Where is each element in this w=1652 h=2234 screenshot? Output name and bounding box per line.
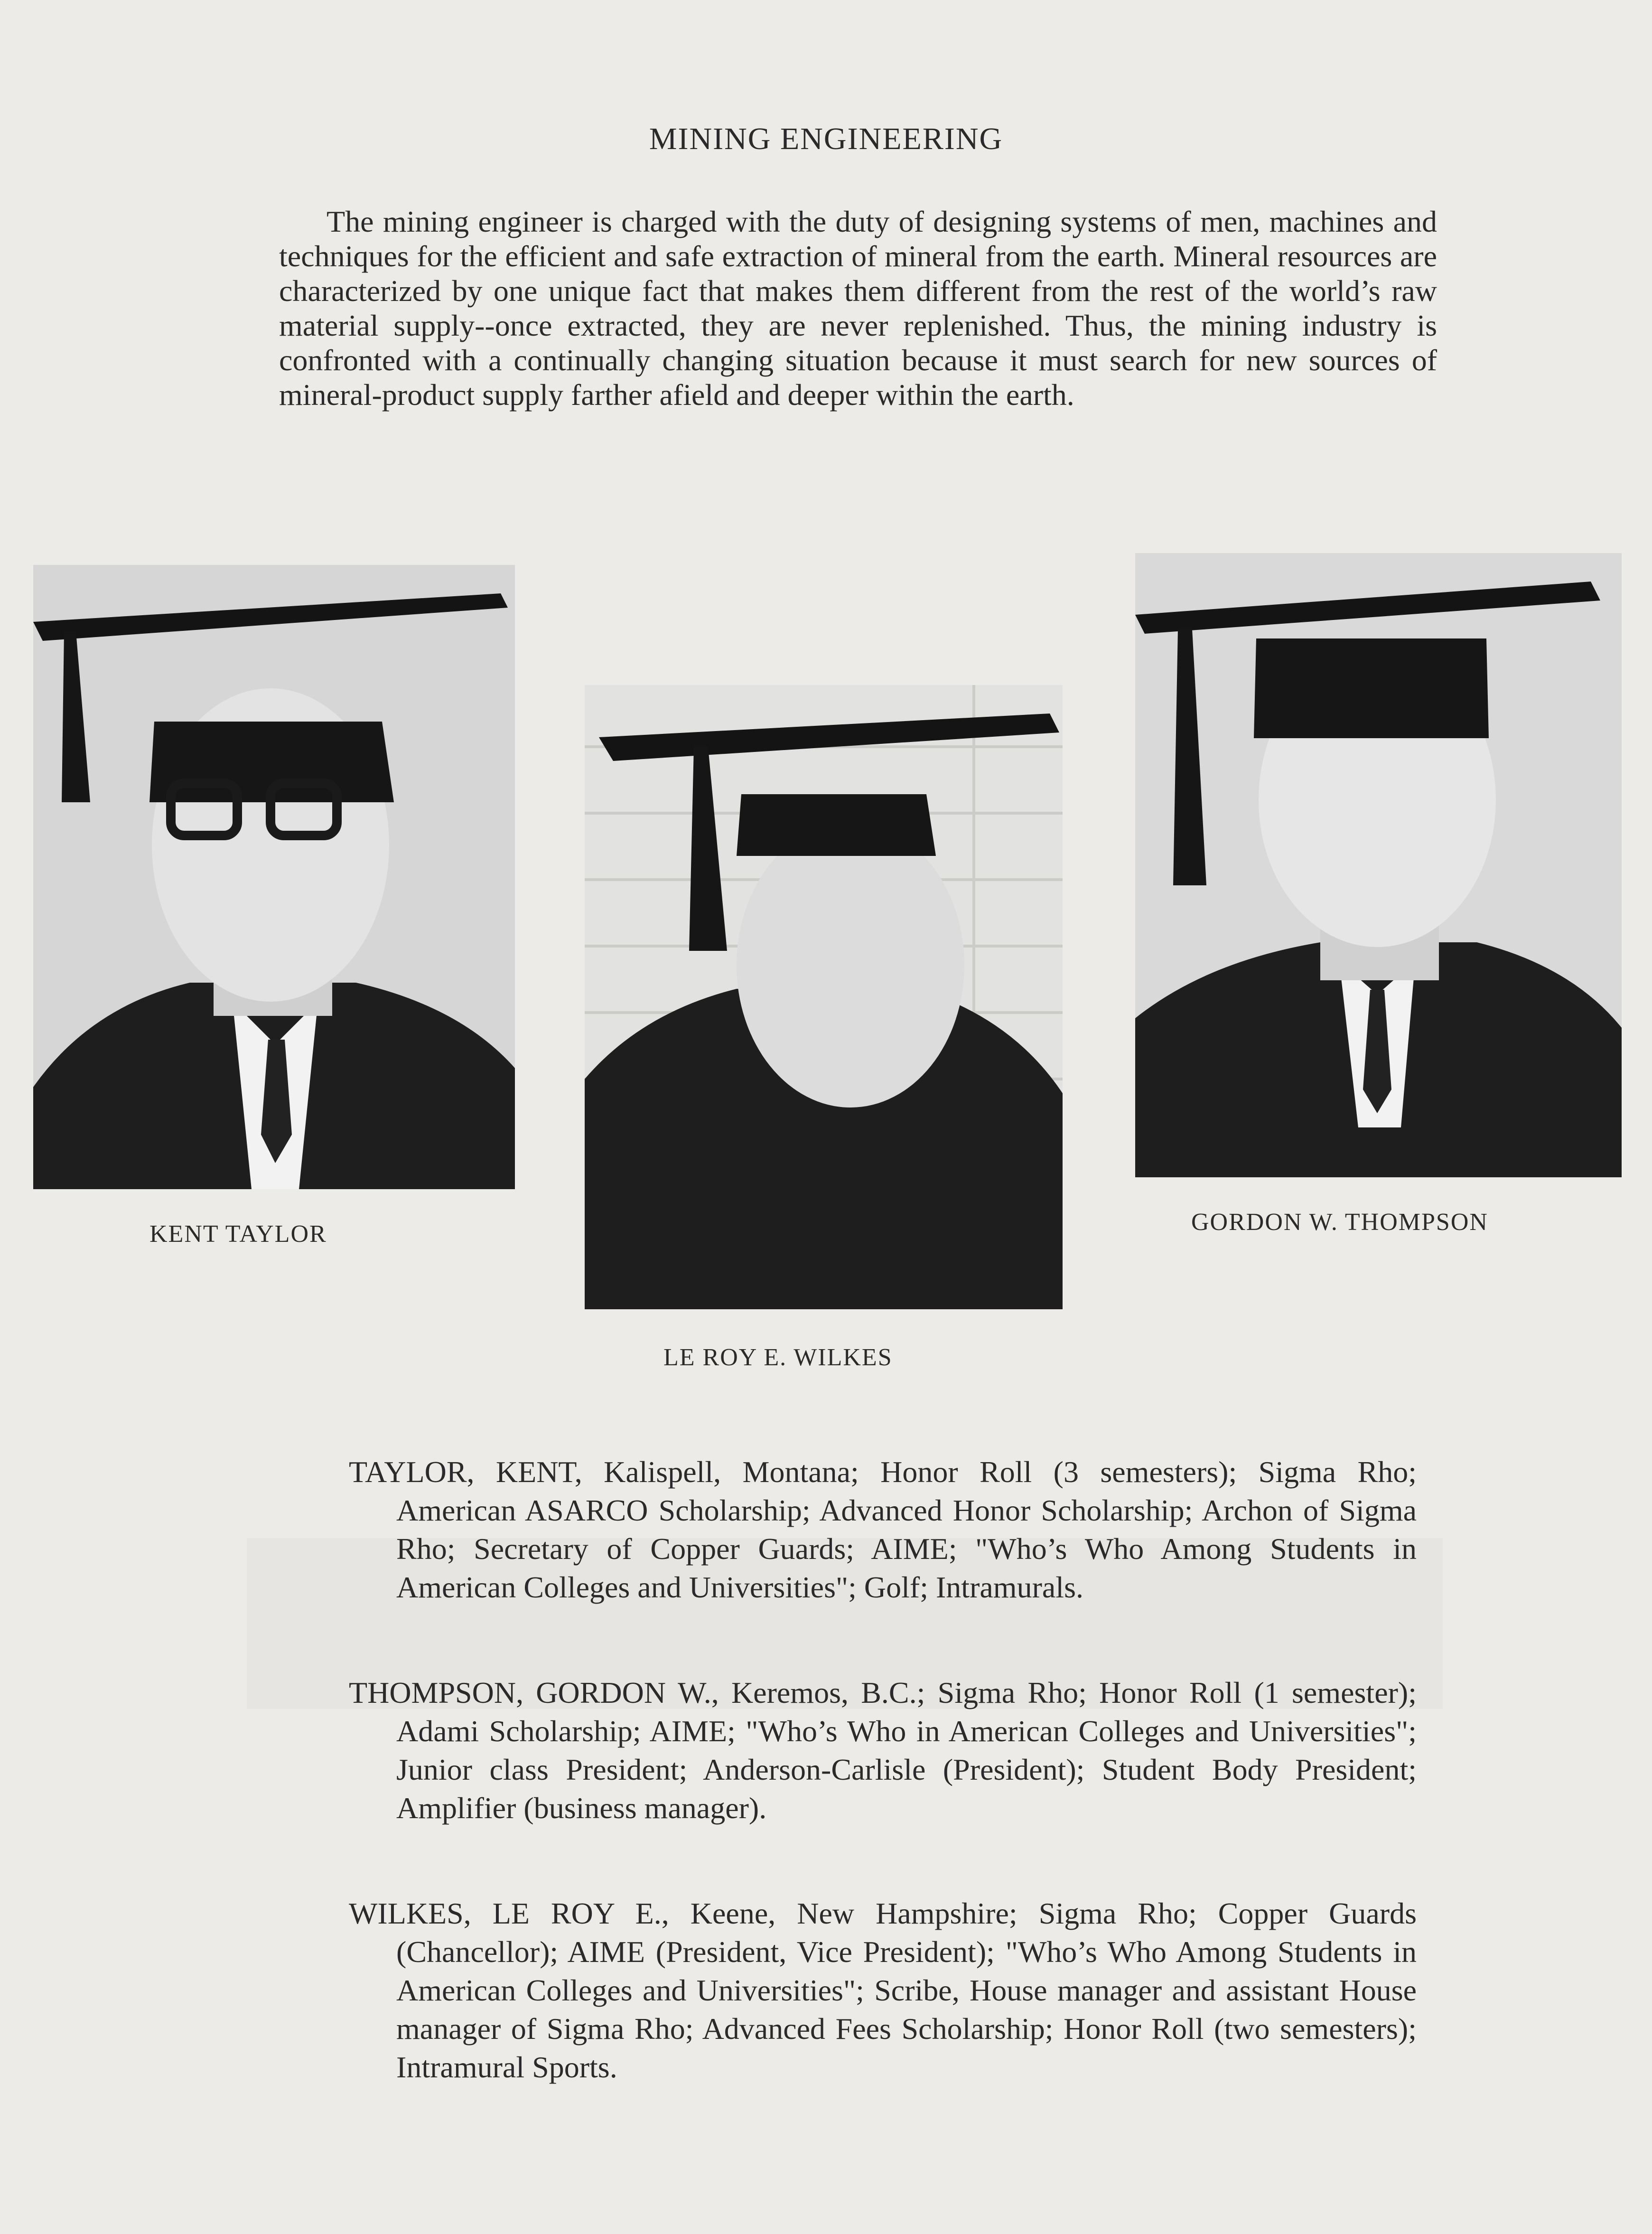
bio-entry-wilkes: WILKES, LE ROY E., Keene, New Hampshire; Sigma Rho; Copper Guards (Chancellor); AIME (President, Vice President); "Who’s Who Among Students in American Colleges and Universities"; Scribe, House manager and assistant House manager of Sigma Rho; Advanced Fees Scholarship; Honor Roll (two semesters); Intramural Sports. xyxy=(349,1896,1417,2084)
bio-entry-taylor: TAYLOR, KENT, Kalispell, Montana; Honor Roll (3 semesters); Sigma Rho; American ASARCO Scholarship; Advanced Honor Scholarship; Archon of Sigma Rho; Secretary of Copper Guards; AIME; "Who’s Who Among Students in American Colleges and Universities"; Golf; Intramurals. xyxy=(349,1455,1417,1604)
bio-entry-thompson: THOMPSON, GORDON W., Keremos, B.C.; Sigma Rho; Honor Roll (1 semester); Adami Scholarship; AIME; "Who’s Who in American Colleges and Universities"; Junior class President; Anderson-Carlisle (President); Student Body President; Amplifier (business manager). xyxy=(349,1676,1417,1825)
portrait-photo-thompson xyxy=(1135,553,1622,1177)
portrait-caption-wilkes: LE ROY E. WILKES xyxy=(663,1344,893,1371)
portrait-photo-wilkes xyxy=(585,685,1063,1309)
intro-paragraph: The mining engineer is charged with the duty of designing systems of men, machines and techniques for the efficient and safe extraction of mineral from the earth. Mineral resources are characterized by one unique fact that makes them different from the rest of the world’s raw material supply--once extracted, they are never replenished. Thus, the mining industry is confronted with a continually changing situation because it must search for new sources of mineral-product supply farther afield and deeper within the earth. xyxy=(279,205,1437,412)
portrait-caption-thompson: GORDON W. THOMPSON xyxy=(1191,1209,1488,1236)
portrait-photo-taylor xyxy=(33,565,515,1189)
portrait-caption-taylor: KENT TAYLOR xyxy=(149,1220,327,1248)
page-title: MINING ENGINEERING xyxy=(649,122,1003,156)
